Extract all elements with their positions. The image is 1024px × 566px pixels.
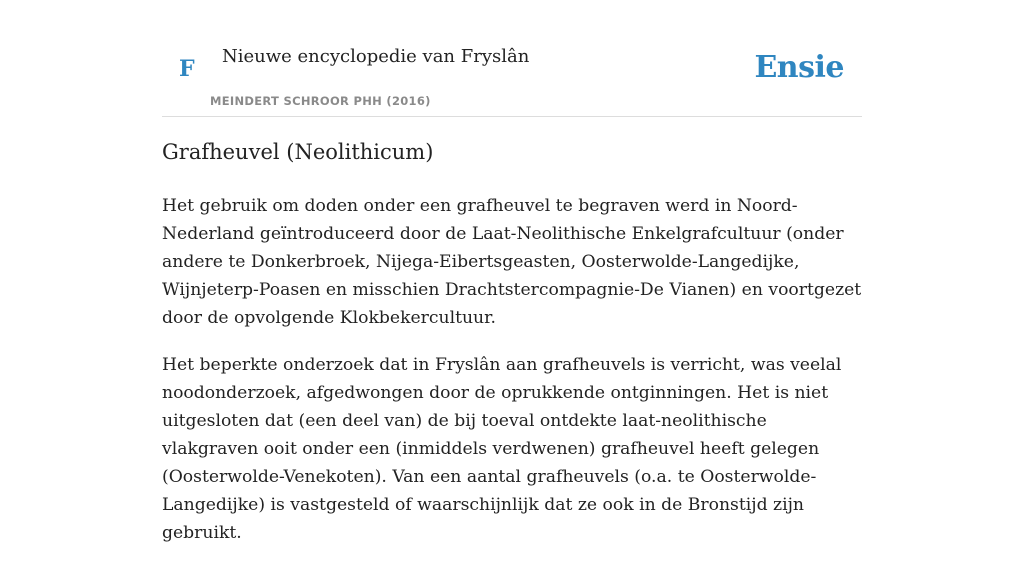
ensie-logo[interactable]: Ensie (754, 50, 844, 85)
book-initial-icon: F (179, 56, 195, 82)
page (162, 0, 862, 543)
article-body (162, 192, 862, 566)
article-title: Grafheuvel (Neolithicum) (162, 140, 434, 164)
book-header (162, 0, 862, 117)
book-title-link[interactable]: Nieuwe encyclopedie van Fryslân (222, 46, 530, 67)
book-author: MEINDERT SCHROOR PHH (2016) (210, 94, 431, 108)
article-paragraph-2: Het beperkte onderzoek dat in Fryslân aan grafheuvels is verricht, was veelal noodonderzoek, afgedwongen door de oprukkende ontginningen. Het is niet uitgesloten dat (een deel van) de bij toeval ontdekte laat-neolithische vlakgraven ooit onder een (inmiddels verdwenen) grafheuvel heeft gelegen (Oosterwolde-Venekoten). Van een aantal grafheuvels (o.a. te Oosterwolde-Langedijke) is vastgesteld of waarschijnlijk dat ze ook in de Bronstijd zijn gebruikt. (162, 355, 842, 543)
article-paragraph-1: Het gebruik om doden onder een grafheuvel te begraven werd in Noord-Nederland geïntroduceerd door de Laat-Neolithische Enkelgrafcultuur (onder andere te Donkerbroek, Nijega-Eibertsgeasten, Oosterwolde-Langedijke, Wijnjeterp-Poasen en misschien Drachtstercompagnie-De Vianen) en voortgezet door de opvolgende Klokbekercultuur. (162, 196, 862, 328)
